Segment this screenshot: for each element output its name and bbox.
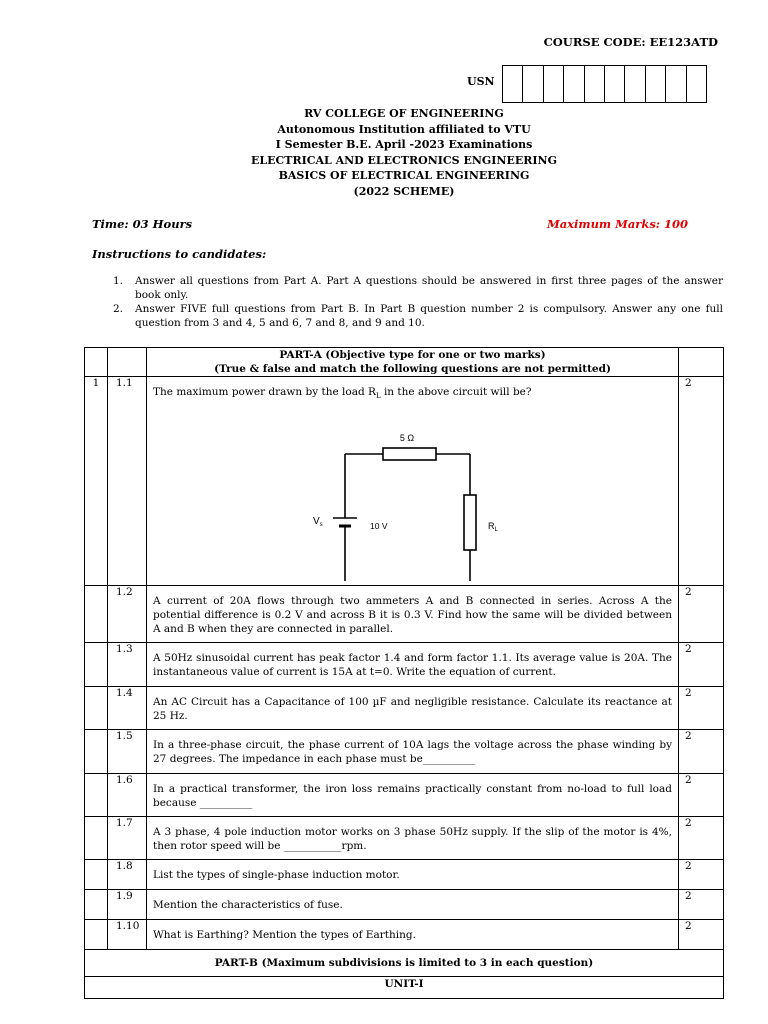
question-text: List the types of single-phase induction motor. [147, 860, 679, 890]
marks: 2 [679, 890, 724, 920]
usn-box[interactable] [665, 65, 686, 103]
subquestion-number: 1.7 [108, 817, 147, 860]
subquestion-number: 1.1 [108, 377, 147, 586]
usn-box[interactable] [686, 65, 707, 103]
usn-boxes [503, 65, 707, 103]
part-a-header-row [85, 348, 724, 377]
table-row [85, 687, 724, 730]
marks: 2 [679, 774, 724, 817]
college-name: RV COLLEGE OF ENGINEERING [304, 107, 504, 120]
source-value: 10 V [370, 521, 388, 532]
question-text: Mention the characteristics of fuse. [147, 890, 679, 920]
subquestion-number: 1.10 [108, 920, 147, 950]
table-row [85, 890, 724, 920]
exam-session: I Semester B.E. April -2023 Examinations [275, 138, 533, 152]
question-text: A 3 phase, 4 pole induction motor works on 3 phase 50Hz supply. If the slip of the motor is 4%, then rotor speed will be ___________rpm. [147, 817, 679, 860]
marks: 2 [679, 920, 724, 950]
usn-label: USN [467, 75, 495, 88]
instructions-list [113, 274, 723, 330]
unit-row [85, 977, 724, 999]
usn-box[interactable] [543, 65, 564, 103]
marks: 2 [679, 817, 724, 860]
subquestion-number: 1.5 [108, 730, 147, 774]
marks: 2 [679, 687, 724, 730]
question-text: In a three-phase circuit, the phase current of 10A lags the voltage across the phase winding by 27 degrees. The impedance in each phase must be__________ [147, 730, 679, 774]
table-row [85, 860, 724, 890]
usn-box[interactable] [584, 65, 605, 103]
marks: 2 [679, 730, 724, 774]
question-text: A current of 20A flows through two ammeters A and B connected in series. Across A the potential difference is 0.2 V and across B it is 0.3 V. Find how the same will be divided between A and B when they are connected in parallel. [147, 586, 679, 643]
load-resistor [464, 495, 476, 550]
resistor-5ohm [383, 448, 436, 460]
usn-box[interactable] [645, 65, 666, 103]
table-row [85, 730, 724, 774]
question-text: In a practical transformer, the iron loss remains practically constant from no-load to full load because __________ [147, 774, 679, 817]
resistor-label: 5 Ω [399, 433, 415, 444]
part-a-title: PART-A (Objective type for one or two marks) (True & false and match the following questions are not permitted) [147, 348, 679, 377]
table-row [85, 643, 724, 687]
question-table [84, 347, 724, 999]
source-label: $V_s$ [313, 516, 323, 529]
marks: 2 [679, 377, 724, 586]
instruction-item: 2. Answer FIVE full questions from Part B. In Part B question number 2 is compulsory. Answer any one full question from 3 and 4, 5 and 6, 7 and 8, and 9 and 10. [113, 303, 723, 329]
table-row [85, 920, 724, 950]
usn-box[interactable] [624, 65, 645, 103]
exam-time: Time: 03 Hours [92, 217, 193, 231]
usn-box[interactable] [522, 65, 543, 103]
instructions-title: Instructions to candidates: [92, 247, 267, 261]
course-code: COURSE CODE: EE123ATD [543, 35, 718, 49]
usn-box[interactable] [604, 65, 625, 103]
usn-box[interactable] [563, 65, 584, 103]
table-row [85, 817, 724, 860]
instruction-item: 1. Answer all questions from Part A. Part A questions should be answered in first three pages of the answer book only. [113, 275, 723, 301]
load-label: $R_L$ [488, 521, 498, 534]
part-b-title: PART-B (Maximum subdivisions is limited to 3 in each question) [85, 950, 724, 977]
question-number: 1 [85, 377, 108, 586]
table-row [85, 377, 724, 586]
marks: 2 [679, 586, 724, 643]
subquestion-number: 1.6 [108, 774, 147, 817]
circuit-diagram [153, 411, 683, 581]
subject-title: BASICS OF ELECTRICAL ENGINEERING [278, 169, 530, 183]
subquestion-number: 1.9 [108, 890, 147, 920]
usn-box[interactable] [502, 65, 523, 103]
part-b-header-row [85, 950, 724, 977]
subquestion-number: 1.4 [108, 687, 147, 730]
marks: 2 [679, 860, 724, 890]
subquestion-number: 1.2 [108, 586, 147, 643]
question-text: The maximum power drawn by the load $R_L$ in the above circuit will be? 5 Ω $V_s$ 10 V $R_L$ [147, 377, 679, 586]
scheme: (2022 SCHEME) [353, 184, 455, 198]
table-row [85, 586, 724, 643]
subquestion-number: 1.3 [108, 643, 147, 687]
subquestion-number: 1.8 [108, 860, 147, 890]
question-text: An AC Circuit has a Capacitance of 100 µF and negligible resistance. Calculate its reactance at 25 Hz. [147, 687, 679, 730]
exam-header [0, 106, 768, 200]
question-text: A 50Hz sinusoidal current has peak factor 1.4 and form factor 1.1. Its average value is 20A. The instantaneous value of current is 15A at t=0. Write the equation of current. [147, 643, 679, 687]
affiliation: Autonomous Institution affiliated to VTU [277, 122, 531, 136]
question-text: What is Earthing? Mention the types of Earthing. [147, 920, 679, 950]
unit-title: UNIT-I [85, 977, 724, 999]
marks: 2 [679, 643, 724, 687]
table-row [85, 774, 724, 817]
department: ELECTRICAL AND ELECTRONICS ENGINEERING [251, 153, 557, 167]
max-marks: Maximum Marks: 100 [547, 217, 689, 231]
